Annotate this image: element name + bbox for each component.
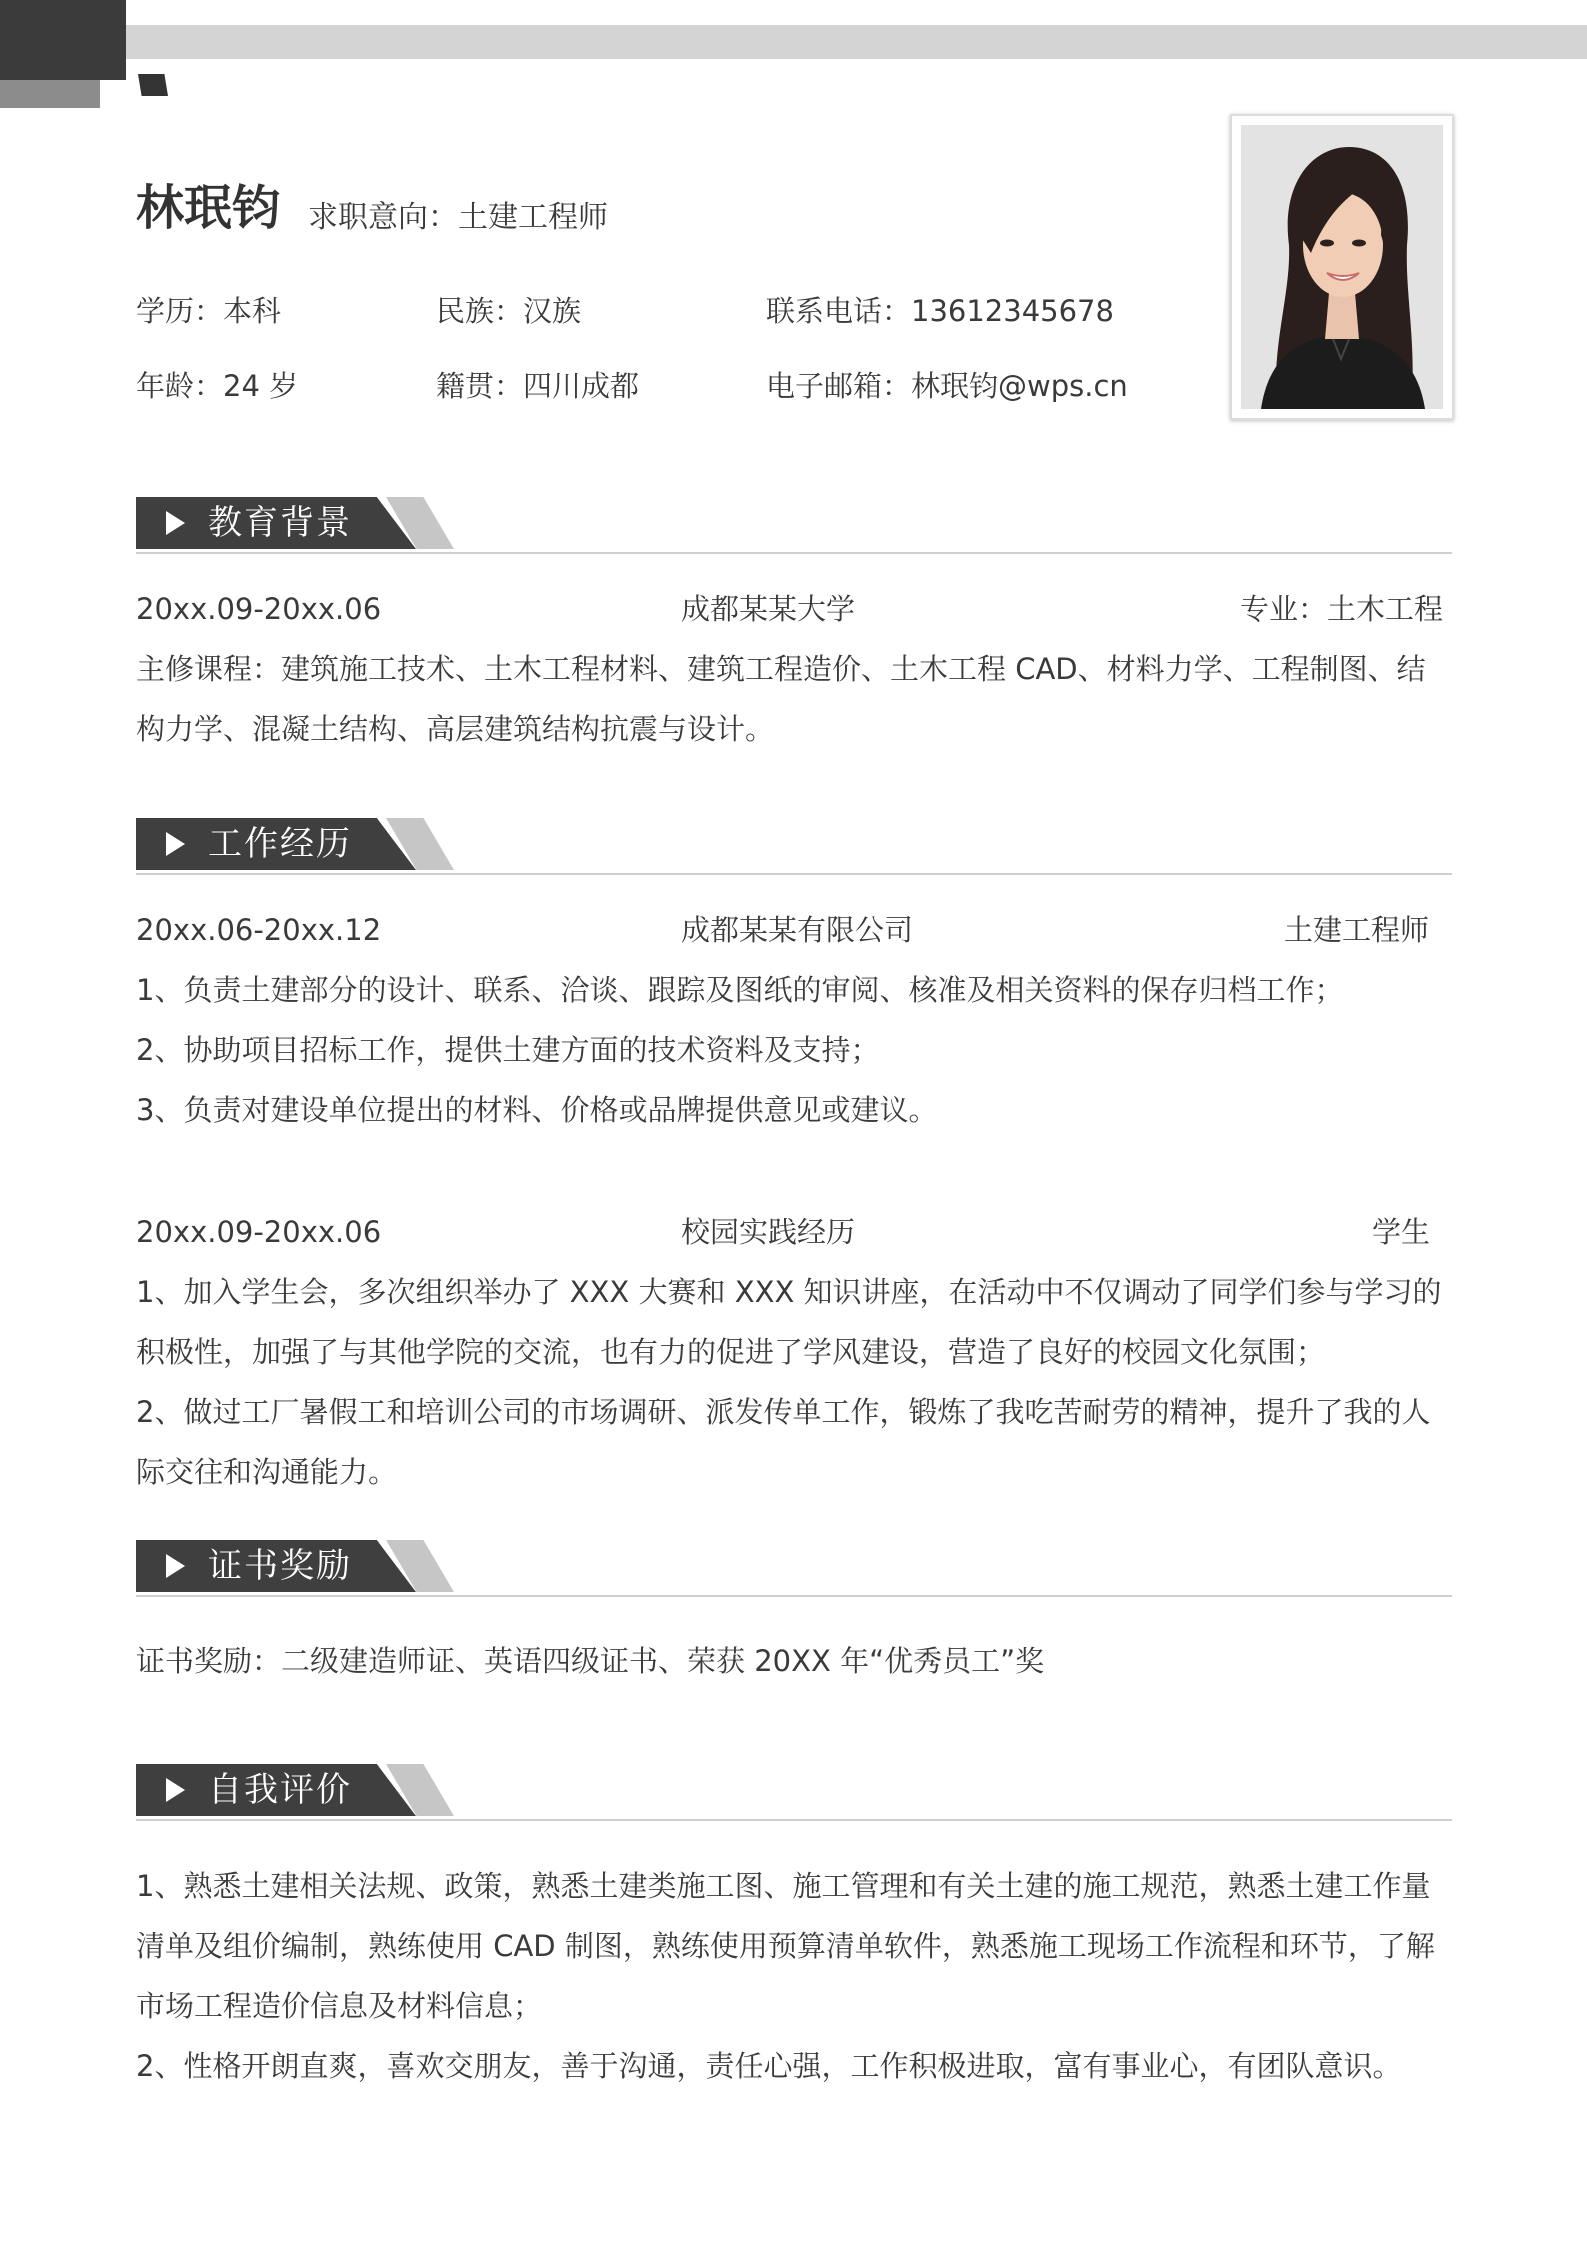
candidate-name: 林珉钧 (136, 180, 281, 236)
header-small-shape (138, 74, 168, 96)
portrait-image (1241, 125, 1443, 409)
section-divider (136, 552, 1452, 554)
section-title: 工作经历 (208, 824, 352, 864)
play-triangle-icon (166, 1554, 185, 1578)
job2-item: 1、加入学生会，多次组织举办了 XXX 大赛和 XXX 知识讲座，在活动中不仅调动了同学们参与学习的积极性，加强了与其他学院的交流，也有力的促进了学风建设，营造了良好的校园文化氛围； (136, 1275, 1442, 1369)
play-triangle-icon (166, 832, 185, 856)
play-triangle-icon (166, 511, 185, 535)
section-title: 自我评价 (208, 1770, 352, 1810)
section-divider (136, 1595, 1452, 1597)
section-title: 证书奖励 (208, 1546, 352, 1586)
section-self-header (136, 1764, 1452, 1824)
info-email: 电子邮箱：林珉钧@wps.cn (766, 369, 1128, 403)
job2-role: 学生 (1372, 1215, 1431, 1249)
education-courses: 主修课程：建筑施工技术、土木工程材料、建筑工程造价、土木工程 CAD、材料力学、工程制图、结构力学、混凝土结构、高层建筑结构抗震与设计。 (136, 652, 1426, 746)
info-age: 年龄：24 岁 (136, 369, 299, 403)
job-intent: 求职意向：土建工程师 (308, 200, 608, 235)
avatar (1241, 125, 1443, 409)
education-date: 20xx.09-20xx.06 (136, 592, 382, 626)
job1-role: 土建工程师 (1284, 913, 1430, 947)
job2-item: 2、做过工厂暑假工和培训公司的市场调研、派发传单工作，锻炼了我吃苦耐劳的精神，提升了我的人际交往和沟通能力。 (136, 1395, 1431, 1489)
education-school: 成都某某大学 (681, 592, 856, 626)
job2-date: 20xx.09-20xx.06 (136, 1215, 382, 1249)
job1-date: 20xx.06-20xx.12 (136, 913, 382, 947)
section-divider (136, 1819, 1452, 1821)
section-education-header (136, 497, 1452, 557)
info-education: 学历：本科 (136, 294, 282, 328)
photo-frame (1230, 114, 1454, 420)
section-title: 教育背景 (208, 503, 352, 543)
job1-item: 2、协助项目招标工作，提供土建方面的技术资料及支持； (136, 1033, 880, 1067)
self-eval-item: 2、性格开朗直爽，喜欢交朋友，善于沟通，责任心强，工作积极进取，富有事业心，有团队意识。 (136, 2049, 1402, 2083)
header-corner-black-shape (0, 0, 126, 80)
job1-item: 3、负责对建设单位提出的材料、价格或品牌提供意见或建议。 (136, 1093, 938, 1127)
info-hometown: 籍贯：四川成都 (436, 369, 640, 403)
job1-item: 1、负责土建部分的设计、联系、洽谈、跟踪及图纸的审阅、核准及相关资料的保存归档工作； (136, 973, 1344, 1007)
self-eval-item: 1、熟悉土建相关法规、政策，熟悉土建类施工图、施工管理和有关土建的施工规范，熟悉土建工作量清单及组价编制，熟练使用 CAD 制图，熟练使用预算清单软件，熟悉施工现场工作流程和环节，了解市场工程造价信息及材料信息； (136, 1869, 1435, 2023)
section-certs-header (136, 1540, 1452, 1600)
info-ethnicity: 民族：汉族 (436, 294, 582, 328)
play-triangle-icon (166, 1778, 185, 1802)
education-major: 专业：土木工程 (1240, 592, 1444, 626)
section-divider (136, 873, 1452, 875)
job2-company: 校园实践经历 (681, 1215, 856, 1249)
section-work-header (136, 818, 1452, 878)
info-phone: 联系电话：13612345678 (766, 294, 1114, 328)
header-top-bar (118, 25, 1587, 59)
certs-text: 证书奖励：二级建造师证、英语四级证书、荣获 20XX 年“优秀员工”奖 (136, 1644, 1045, 1678)
job1-company: 成都某某有限公司 (681, 913, 914, 947)
